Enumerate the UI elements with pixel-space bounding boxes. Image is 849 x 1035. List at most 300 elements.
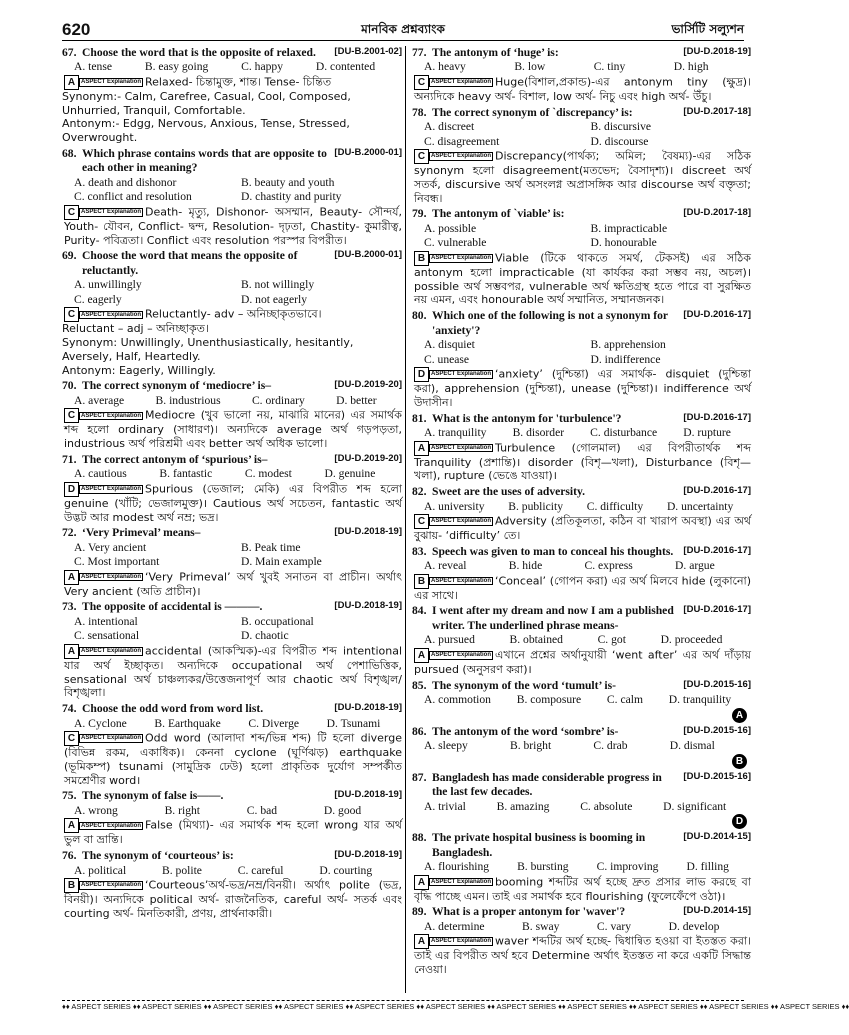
answer-letter: D <box>64 482 79 497</box>
question-text <box>82 453 402 467</box>
option: B. amazing <box>496 799 550 813</box>
question-text <box>432 545 751 559</box>
answer-badge <box>64 570 143 585</box>
question-reference: [DU-D.2015-16] <box>683 770 751 782</box>
option: C. calm <box>606 693 643 707</box>
question-item <box>412 485 751 543</box>
explanation-text: False (মিথ্যা)- এর সমার্থক শব্দ হলো wrong যার অর্থ ভুল বা ভ্রান্তি। <box>64 818 402 847</box>
option: A. wrong <box>74 803 118 817</box>
option: A. Very ancient <box>74 540 147 554</box>
explanation <box>412 367 751 410</box>
option: D. better <box>336 393 377 407</box>
question-reference: [DU-D.2018-19] <box>334 789 402 801</box>
question-text <box>432 412 751 426</box>
aspect-explanation-label: ASPECT Explanation <box>431 938 492 945</box>
explanation-extra-syn: Synonym: Unwillingly, Unenthusiastically, hesitantly, Aversely, Half, Heartedly. <box>62 336 354 363</box>
answer-badge <box>414 251 493 266</box>
explanation <box>412 574 751 603</box>
question-reference: [DU-D.2018-19] <box>683 46 751 57</box>
aspect-explanation-label: ASPECT Explanation <box>431 878 492 885</box>
question-number: 72. <box>62 526 77 540</box>
question-header <box>62 702 402 716</box>
question-stem: Choose the word that is the opposite of relaxed. <box>82 46 316 59</box>
answer-badge <box>64 731 143 746</box>
option: A. university <box>424 499 485 513</box>
option: A. heavy <box>424 60 466 74</box>
page-number: 620 <box>62 20 91 39</box>
question-stem: Speech was given to man to conceal his thoughts. <box>432 544 674 558</box>
option: D. good <box>323 803 362 817</box>
option: B. not willingly <box>241 278 315 292</box>
question-text <box>432 207 751 221</box>
explanation-text: Discrepancy(পার্থক্য; অমিল; বৈষম্য)-এর সঠিক synonym হলো disagreement(মতভেদ; বৈসাদৃশ্য)। discreet অর্থ সতর্ক, discursive অর্থ অসংলগ্ন অপ্রাসঙ্গিক আর discourse অর্থ বক্তৃতা; নিবন্ধ। <box>414 149 751 205</box>
option: B. impracticable <box>590 221 668 235</box>
answer-badge <box>414 367 493 382</box>
option: C. bad <box>246 803 278 817</box>
question-stem: Sweet are the uses of adversity. <box>432 485 586 499</box>
option: A. reveal <box>424 559 467 573</box>
explanation-text: এখানে প্রশ্নের অর্থানুযায়ী ‘went after’ এর অর্থ দাঁড়ায় pursued (অনুসরণ করা)। <box>414 648 751 676</box>
option: D. dismal <box>669 739 715 753</box>
question-reference: [DU-D.2019-20] <box>334 452 402 464</box>
question-number: 78. <box>412 105 427 119</box>
explanation-text: ‘Conceal’ (গোপন করা) এর অর্থ মিলবে hide (লুকানো) এর সাথে। <box>414 574 751 602</box>
question-item <box>62 849 402 920</box>
option: A. determine <box>424 919 485 933</box>
question-number: 69. <box>62 249 77 263</box>
option: A. unwillingly <box>74 278 142 292</box>
question-item <box>412 831 751 903</box>
question-stem: The synonym of the word ‘tumult’ is- <box>432 678 616 692</box>
options-list <box>62 278 402 307</box>
question-number: 70. <box>62 379 77 393</box>
options-list <box>412 60 751 74</box>
option: C. ordinary <box>251 393 305 407</box>
question-stem: What is a proper antonym for 'waver'? <box>432 905 626 919</box>
question-header <box>412 106 751 120</box>
question-stem: The antonym of `viable’ is: <box>432 207 565 221</box>
answer-badge <box>64 307 143 322</box>
answer-badge <box>64 818 143 833</box>
option: D. tranquility <box>668 693 732 707</box>
answer-badge <box>414 875 493 890</box>
right-column <box>405 46 751 993</box>
answer-letter: D <box>414 367 429 382</box>
aspect-explanation-label: ASPECT Explanation <box>81 79 142 86</box>
explanation-text: ‘anxiety’ (দুশ্চিন্তা) এর সমার্থক- disquiet (দুশ্চিন্তা করা), apprehension (দুশ্চিন্তা), unease (দুশ্চিন্তা)। indifference অর্থ উদাসীন। <box>414 367 751 409</box>
question-stem: Choose the odd word from word list. <box>82 702 264 716</box>
series-title: ভার্সিটি সল্যুশন <box>671 22 744 36</box>
content-columns <box>62 46 751 993</box>
question-stem: I went after my dream and now I am a published writer. The underlined phrase means- <box>432 604 674 632</box>
question-item <box>62 702 402 787</box>
question-header <box>412 545 751 559</box>
aspect-explanation-label: ASPECT Explanation <box>81 648 142 655</box>
explanation <box>412 875 751 904</box>
question-header <box>62 600 402 614</box>
answer-letter: B <box>414 251 429 266</box>
question-reference: [DU-D.2016-17] <box>683 309 751 321</box>
explanation <box>412 934 751 977</box>
question-text <box>432 46 751 60</box>
question-item <box>62 147 402 247</box>
aspect-explanation-label: ASPECT Explanation <box>431 444 492 451</box>
explanation-text: Adversity (প্রতিকূলতা, কঠিন বা খারাপ অবস্থা) এর অর্থ বুঝায়- ‘difficulty’ তে। <box>414 514 751 542</box>
explanation <box>62 644 402 700</box>
question-header <box>62 789 402 803</box>
answer-badge <box>414 648 493 663</box>
question-stem: The correct synonym of `discrepancy’ is: <box>432 105 633 119</box>
question-item <box>412 309 751 409</box>
aspect-explanation-label: ASPECT Explanation <box>431 518 492 525</box>
answer-letter: C <box>64 205 79 220</box>
question-header <box>62 46 402 60</box>
question-number: 67. <box>62 46 77 59</box>
question-text <box>432 831 751 860</box>
options-list <box>412 559 751 573</box>
answer-letter: A <box>414 648 429 663</box>
question-text <box>82 789 402 803</box>
question-text <box>82 147 402 176</box>
question-header <box>412 207 751 221</box>
question-stem: The synonym of false is——. <box>82 789 224 803</box>
option: D. argue <box>675 559 715 573</box>
aspect-explanation-label: ASPECT Explanation <box>81 311 142 318</box>
option: A. political <box>74 863 127 877</box>
answer-circle: B <box>732 754 747 769</box>
question-stem: The correct synonym of ‘mediocre’ is– <box>82 379 271 393</box>
question-reference: [DU-D.2016-17] <box>683 544 751 556</box>
question-reference: [DU-D.2018-19] <box>334 702 402 714</box>
question-text <box>432 905 751 919</box>
option: B. composure <box>516 693 582 707</box>
option: C. happy <box>241 60 284 74</box>
question-number: 83. <box>412 544 427 558</box>
answer-badge <box>414 934 493 949</box>
question-header <box>412 46 751 60</box>
options-list <box>412 633 751 647</box>
answer-letter: C <box>414 149 429 164</box>
option: C. eagerly <box>74 292 122 306</box>
question-text <box>432 725 751 739</box>
answer-letter: C <box>64 307 79 322</box>
explanation <box>62 482 402 525</box>
option: A. cautious <box>74 467 127 481</box>
explanation <box>412 75 751 104</box>
option: D. significant <box>663 799 727 813</box>
question-item <box>412 604 751 676</box>
question-text <box>82 249 402 278</box>
question-header <box>412 831 751 860</box>
option: B. easy going <box>144 60 209 74</box>
question-item <box>62 526 402 598</box>
option: D. filling <box>686 860 729 874</box>
option: C. express <box>584 559 633 573</box>
explanation-text: accidental (আকস্মিক)-এর বিপরীত শব্দ intentional যার অর্থ ইচ্ছাকৃত। অন্যদিকে occupational অর্থ পেশাভিত্তিক, sensational অর্থ চাঞ্চল্যকর/উত্তেজনাপূর্ণ আর chaotic অর্থ বিশৃঙ্খল/বিশৃঙ্খলা। <box>64 644 402 700</box>
question-number: 77. <box>412 46 427 59</box>
question-header <box>412 771 751 800</box>
option: C. conflict and resolution <box>74 190 192 204</box>
answer-letter: A <box>64 75 79 90</box>
option: C. careful <box>237 863 284 877</box>
question-text <box>432 771 751 800</box>
question-number: 81. <box>412 411 427 425</box>
question-text <box>432 604 751 633</box>
question-item <box>412 545 751 603</box>
question-reference: [DU-D.2018-19] <box>334 849 402 861</box>
question-item <box>412 412 751 483</box>
explanation-text: booming শব্দটির অর্থ হচ্ছে দ্রুত প্রসার লাভ করছে বা বৃদ্ধি পাচ্ছে এমন। তাই এর সমার্থক হবে flourishing (ফুলেফেঁপে ওঠা)। <box>414 875 751 903</box>
question-item <box>412 207 751 307</box>
option: A. possible <box>424 221 477 235</box>
question-item <box>62 46 402 145</box>
question-header <box>412 485 751 499</box>
aspect-explanation-label: ASPECT Explanation <box>81 735 142 742</box>
question-text <box>432 309 751 338</box>
option: C. absolute <box>580 799 633 813</box>
option: C. Most important <box>74 555 160 569</box>
option: C. disturbance <box>590 426 658 440</box>
explanation-text: waver শব্দটির অর্থ হচ্ছে- দ্বিধান্বিত হওয়া বা ইতস্তত করা। তাই এর বিপরীত অর্থ হবে Determine অর্থাৎ ইতস্তত না করে একটি সিদ্ধান্ত নেওয়া। <box>414 934 751 976</box>
options-list <box>62 717 402 731</box>
question-stem: The correct antonym of ‘spurious’ is– <box>82 452 268 466</box>
option: A. average <box>74 393 125 407</box>
question-text <box>82 379 402 393</box>
question-stem: The antonym of ‘huge’ is: <box>432 46 559 59</box>
question-number: 68. <box>62 146 77 160</box>
question-reference: [DU-D.2018-19] <box>334 526 402 538</box>
answer-badge <box>64 205 143 220</box>
option: C. difficulty <box>586 499 644 513</box>
question-item <box>412 905 751 976</box>
question-item <box>62 249 402 377</box>
question-header <box>62 379 402 393</box>
options-list <box>412 500 751 514</box>
option: B. right <box>164 803 201 817</box>
question-stem: What is the antonym for 'turbulence'? <box>432 411 622 425</box>
option: D. genuine <box>324 467 376 481</box>
explanation-text: Reluctantly- adv – অনিচ্ছাকৃতভাবে। <box>145 307 322 321</box>
option: C. disagreement <box>424 134 500 148</box>
explanation <box>62 878 402 921</box>
explanation-extra-syn: Synonym:- Calm, Carefree, Casual, Cool, Composed, Unhurried, Tranquil, Comfortable. <box>62 89 351 117</box>
option: C. unease <box>424 352 470 366</box>
options-list <box>412 338 751 367</box>
option: C. vary <box>596 919 632 933</box>
option: D. uncertainty <box>666 499 734 513</box>
options-list <box>62 541 402 570</box>
question-reference: [DU-D.2018-19] <box>334 600 402 612</box>
option: D. honourable <box>590 236 657 250</box>
option: B. Earthquake <box>154 716 221 730</box>
explanation <box>412 441 751 484</box>
explanation-text: Death- মৃত্যু, Dishonor- অসম্মান, Beauty- সৌন্দর্য, Youth- যৌবন, Conflict- দ্বন্দ, Resolution- দৃঢ়তা, Chastity- কুমারীত্ব, Purity- পবিত্রতা। Conflict এবং resolution পরস্পর বিপরীত। <box>64 205 402 247</box>
option: B. discursive <box>590 120 652 134</box>
footer-band: ♦♦ ASPECT SERIES ♦♦ ASPECT SERIES ♦♦ ASPECT SERIES ♦♦ ASPECT SERIES ♦♦ ASPECT SERIES ♦♦ ASPECT SERIES ♦♦ ASPECT SERIES ♦♦ ASPECT SERIES ♦♦ ASPECT SERIES ♦♦ ASPECT SERIES ♦♦ ASPECT SERIES ♦♦ <box>62 1000 744 1014</box>
question-number: 75. <box>62 789 77 803</box>
option: A. disquiet <box>424 338 475 352</box>
explanation <box>62 75 402 90</box>
answer-badge <box>64 878 143 893</box>
question-reference: [DU-B.2001-02] <box>334 46 402 57</box>
question-item <box>62 789 402 847</box>
explanation-text: Odd word (আলাদা শব্দ/ভিন্ন শব্দ) টি হলো diverge (বিভিন্ন রকম, একাধিক)। কেননা cyclone (ঘূর্ণিঝড়) earthquake (ভূমিকম্প) tsunami (সামুদ্রিক ঢেউ) হলো প্রাকৃতিক দুর্যোগ সম্পর্কীত সমশ্রেণীর word। <box>64 731 402 787</box>
explanation-extra-ant: Antonym:- Edgg, Nervous, Anxious, Tense, Stressed, Overwrought. <box>62 117 350 145</box>
question-number: 87. <box>412 770 427 784</box>
question-text <box>432 485 751 499</box>
question-number: 73. <box>62 600 77 614</box>
answer-letter: A <box>64 570 79 585</box>
option: B. industrious <box>155 393 221 407</box>
question-header <box>412 905 751 919</box>
question-text <box>432 679 751 693</box>
question-text <box>82 526 402 540</box>
explanation-text: Mediocre (খুব ভালো নয়, মাঝারি মানের) এর সমার্থক শব্দ হলো ordinary (সাধারণ)। অন্যদিকে average অর্থ গড়পড়তা, industrious অর্থ পরিশ্রমী এবং better অর্থ অধিক ভালো। <box>64 408 402 451</box>
option: A. Cyclone <box>74 716 127 730</box>
question-number: 84. <box>412 604 427 618</box>
option: B. hide <box>508 559 543 573</box>
options-list <box>412 920 751 934</box>
answer-circle: D <box>732 814 747 829</box>
answer-badge <box>414 514 493 529</box>
question-text <box>82 600 402 614</box>
option: D. develop <box>668 919 720 933</box>
question-number: 82. <box>412 485 427 499</box>
answer-badge <box>414 441 493 456</box>
option: C. got <box>597 633 626 647</box>
question-item <box>412 725 751 769</box>
answer-letter: C <box>414 514 429 529</box>
question-stem: Choose the word that means the opposite of reluctantly. <box>82 249 298 277</box>
answer-badge <box>414 75 493 90</box>
option: D. discourse <box>590 134 649 148</box>
question-reference: [DU-D.2015-16] <box>683 724 751 736</box>
answer-badge <box>64 408 143 423</box>
question-stem: The synonym of ‘courteous’ is: <box>82 849 234 863</box>
options-list <box>412 800 751 814</box>
question-reference: [DU-D.2017-18] <box>683 105 751 117</box>
aspect-explanation-label: ASPECT Explanation <box>431 371 492 378</box>
option: D. courting <box>319 863 373 877</box>
answer-letter: C <box>414 75 429 90</box>
question-reference: [DU-D.2014-15] <box>683 905 751 917</box>
option: A. flourishing <box>424 860 490 874</box>
question-number: 79. <box>412 207 427 221</box>
option: B. polite <box>162 863 202 877</box>
option: D. not eagerly <box>241 292 307 306</box>
answer-letter: B <box>64 878 79 893</box>
question-header <box>412 725 751 739</box>
answer-badge <box>414 574 493 589</box>
question-header <box>62 453 402 467</box>
answer-badge <box>64 75 143 90</box>
explanation-text: ‘Very Primeval’ অর্থ খুবই সনাতন বা প্রাচীন। অর্থাৎ Very ancient (অতি প্রাচীন)। <box>64 570 402 598</box>
answer-letter: A <box>414 441 429 456</box>
option: A. intentional <box>74 614 138 628</box>
question-header <box>412 604 751 633</box>
aspect-explanation-label: ASPECT Explanation <box>81 486 142 493</box>
options-list <box>62 394 402 408</box>
question-reference: [DU-D.2019-20] <box>334 379 402 391</box>
question-reference: [DU-B.2000-01] <box>334 249 402 261</box>
aspect-explanation-label: ASPECT Explanation <box>81 882 142 889</box>
explanation-text: Huge(বিশাল,প্রকান্ড)-এর antonym tiny (ক্ষুদ্র)। অন্যদিকে heavy অর্থ- বিশাল, low অর্থ- নিচু এবং high অর্থ- উঁচু। <box>414 75 751 103</box>
question-number: 88. <box>412 831 427 845</box>
question-header <box>412 679 751 693</box>
question-number: 86. <box>412 724 427 738</box>
question-stem: The antonym of the word ‘sombre’ is- <box>432 724 619 738</box>
question-item <box>412 679 751 723</box>
question-text <box>82 702 402 716</box>
answer-letter: A <box>414 875 429 890</box>
option: C. drab <box>593 739 628 753</box>
question-stem: The opposite of accidental is ———. <box>82 600 263 614</box>
option: D. Main example <box>241 555 322 569</box>
explanation <box>412 514 751 543</box>
options-list <box>412 739 751 753</box>
question-header <box>62 249 402 278</box>
option: D. rupture <box>683 426 731 440</box>
explanation-extra-ant: Antonym: Eagerly, Willingly. <box>62 363 216 377</box>
option: C. improving <box>596 860 659 874</box>
question-number: 74. <box>62 702 77 716</box>
options-list <box>62 804 402 818</box>
answer-marker <box>412 754 751 769</box>
options-list <box>62 176 402 205</box>
option: D. chastity and purity <box>241 190 342 204</box>
explanation <box>62 818 402 847</box>
option: B. sway <box>522 919 560 933</box>
question-text <box>82 849 402 863</box>
options-list <box>62 615 402 644</box>
question-item <box>412 771 751 829</box>
explanation <box>412 251 751 307</box>
explanation-text: Relaxed- চিন্তামুক্ত, শান্ত। Tense- চিন্তিত <box>145 75 332 89</box>
answer-badge <box>64 644 143 659</box>
question-reference: [DU-B.2000-01] <box>334 146 402 158</box>
aspect-explanation-label: ASPECT Explanation <box>431 652 492 659</box>
question-reference: [DU-D.2016-17] <box>683 411 751 423</box>
question-number: 89. <box>412 905 427 919</box>
option: A. death and dishonor <box>74 175 177 189</box>
option: B. bright <box>509 739 552 753</box>
question-header <box>412 412 751 426</box>
options-list <box>62 864 402 878</box>
explanation-text: Turbulence (গোলমাল) এর বিপরীতার্থক শব্দ Tranquility (প্রশান্তি)। disorder (বিশৃ—খলা), Disturbance (বিশৃ—খলা), rupture (ভেঙে যাওয়া)। <box>414 441 751 483</box>
question-item <box>412 46 751 104</box>
explanation <box>62 205 402 248</box>
explanation <box>62 408 402 451</box>
question-number: 85. <box>412 678 427 692</box>
question-reference: [DU-D.2016-17] <box>683 485 751 497</box>
option: B. bursting <box>517 860 569 874</box>
options-list <box>412 426 751 440</box>
question-header <box>62 147 402 176</box>
question-header <box>412 309 751 338</box>
question-number: 71. <box>62 452 77 466</box>
left-column <box>62 46 402 993</box>
aspect-explanation-label: ASPECT Explanation <box>81 573 142 580</box>
answer-marker <box>412 814 751 829</box>
option: C. modest <box>244 467 292 481</box>
options-list <box>62 467 402 481</box>
options-list <box>412 120 751 149</box>
answer-letter: A <box>64 644 79 659</box>
question-text <box>82 46 402 60</box>
option: B. occupational <box>241 614 314 628</box>
aspect-explanation-label: ASPECT Explanation <box>431 79 492 86</box>
explanation-text: Spurious (ভেজাল; মেকি) এর বিপরীত শব্দ হলো genuine (খাঁটি; ভেজালমুক্ত)। Cautious অর্থ সচেতন, fantastic অর্থ উদ্ভট আর modest অর্থ নম্র; ভদ্র। <box>64 482 402 524</box>
